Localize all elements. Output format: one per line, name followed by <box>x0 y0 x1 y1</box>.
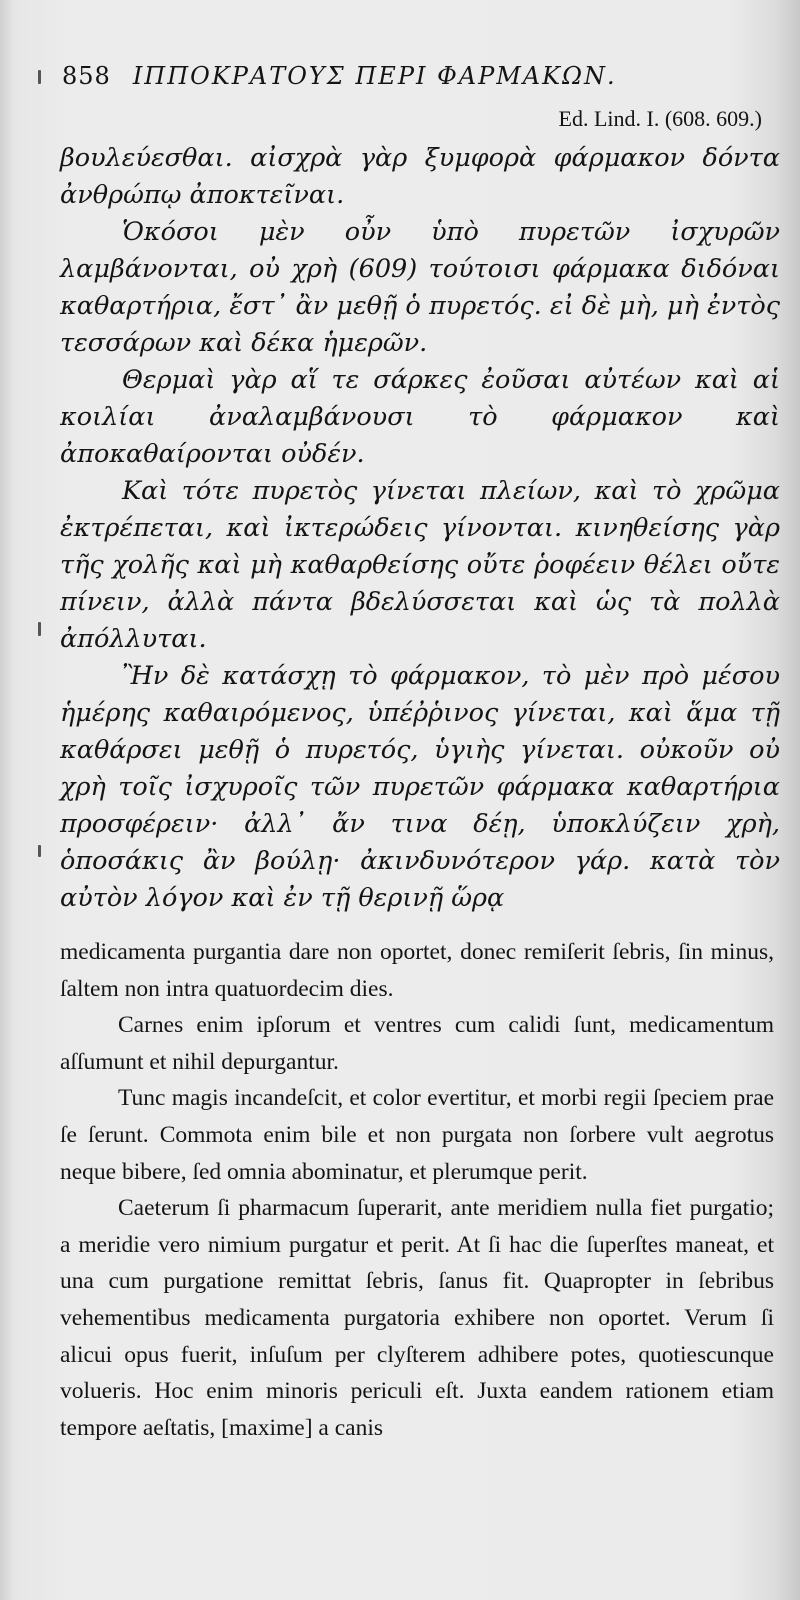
page-number: 858 <box>62 62 111 90</box>
margin-tick-mark <box>38 845 41 857</box>
greek-paragraph: Καὶ τότε πυρετὸς γίνεται πλείων, καὶ τὸ χρῶμα ἐκτρέπεται, καὶ ἰκτερώδεις γίνονται. κινηθείσης γὰρ τῆς χολῆς καὶ μὴ καθαρθείσης οὔτε ῥοφέειν θέλει οὔτε πίνειν, ἀλλὰ πάντα βδελύσσεται καὶ ὡς τὰ πολλὰ ἀπόλλυται. <box>60 476 780 654</box>
edition-reference: Ed. Lind. I. (608. 609.) <box>558 106 762 131</box>
greek-paragraph: βουλεύεσθαι. αἰσχρὰ γὰρ ξυμφορὰ φάρμακον δόντα ἀνθρώπῳ ἀποκτεῖναι. <box>60 143 780 210</box>
greek-paragraph: Θερμαὶ γὰρ αἵ τε σάρκες ἐοῦσαι αὐτέων καὶ αἱ κοιλίαι ἀναλαμβάνουσι τὸ φάρμακον καὶ ἀποκαθαίρονται οὐδέν. <box>60 365 780 469</box>
latin-paragraph: Caeterum ſi pharmacum ſuperarit, ante meridiem nulla fiet purgatio; a meridie vero nimium purgatur et perit. At ſi hac die ſuperſtes maneat, et una cum purgatione remittat ſebris, ſanus fit. Quapropter in ſebribus vehementibus medicamenta purgatoria exhibere non oportet. Verum ſi alicui opus fuerit, inſuſum per clyſterem adhibere potes, quotiescunque volueris. Hoc enim minoris periculi eſt. Juxta eandem rationem etiam tempore aeſtatis, [maxime] a canis <box>60 1195 774 1441</box>
page-header <box>62 62 740 98</box>
greek-text-block <box>60 140 780 917</box>
running-title: ΙΠΠΟΚΡΑΤΟΥΣ ΠΕΡΙ ΦΑΡΜΑΚΩΝ. <box>132 62 617 90</box>
greek-paragraph: Ὁκόσοι μὲν οὖν ὑπὸ πυρετῶν ἰσχυρῶν λαμβάνονται, οὐ χρὴ (609) τούτοισι φάρμακα διδόναι καθαρτήρια, ἔστ᾽ ἂν μεθῇ ὁ πυρετός. εἰ δὲ μὴ, μὴ ἐντὸς τεσσάρων καὶ δέκα ἡμερῶν. <box>60 217 780 358</box>
greek-paragraph: Ἢν δὲ κατάσχῃ τὸ φάρμακον, τὸ μὲν πρὸ μέσου ἡμέρης καθαιρόμενος, ὑπέῤῥινος γίνεται, καὶ ἅμα τῇ καθάρσει μεθῇ ὁ πυρετός, ὑγιὴς γίνεται. οὐκοῦν οὐ χρὴ τοῖς ἰσχυροῖς τῶν πυρετῶν φάρμακα καθαρτήρια προσφέρειν· ἀλλ᾽ ἄν τινα δέῃ, ὑποκλύζειν χρὴ, ὁποσάκις ἂν βούλῃ· ἀκινδυνότερον γάρ. κατὰ τὸν αὐτὸν λόγον καὶ ἐν τῇ θερινῇ ὥρᾳ <box>60 661 780 913</box>
latin-text-block <box>60 934 774 1446</box>
latin-paragraph: Carnes enim ipſorum et ventres cum calidi ſunt, medicamentum aſſumunt et nihil depurgantur. <box>60 1012 774 1075</box>
margin-tick-mark <box>38 70 41 84</box>
margin-tick-mark <box>38 622 41 636</box>
latin-paragraph: medicamenta purgantia dare non oportet, donec remiſerit ſebris, ſin minus, ſaltem non intra quatuordecim dies. <box>60 939 774 1002</box>
latin-paragraph: Tunc magis incandeſcit, et color evertitur, et morbi regii ſpeciem prae ſe ſerunt. Commota enim bile et non purgata non ſorbere vult aegrotus neque bibere, ſed omnia abominatur, et plerumque perit. <box>60 1085 774 1185</box>
